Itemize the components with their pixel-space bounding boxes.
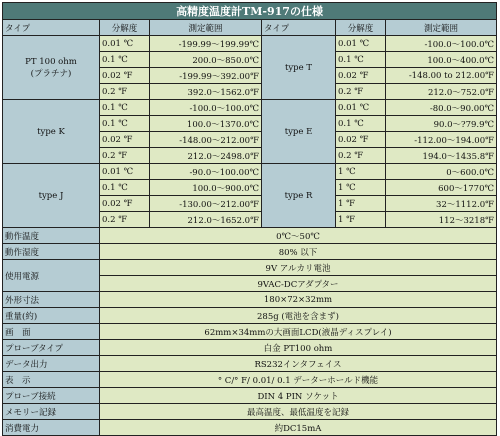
resolution-cell: 0.1 ℃ <box>100 180 150 196</box>
spec-value: ° C/° F/ 0.01/ 0.1 データーホールド機能 <box>100 372 497 388</box>
resolution-cell: 0.2 ℉ <box>100 212 150 228</box>
range-cell: -100.0～100.0℃ <box>150 100 262 116</box>
range-cell: 600～1770℃ <box>386 180 497 196</box>
sensor-type-label: type R <box>284 190 313 201</box>
range-cell: 100.0～900.0℃ <box>150 180 262 196</box>
sensor-type-left <box>3 164 100 228</box>
spec-label: 外形寸法 <box>3 292 100 308</box>
range-cell: 32～1112.0℉ <box>386 196 497 212</box>
resolution-cell: 0.02 ℉ <box>100 196 150 212</box>
range-cell: 100.0～1370.0℃ <box>150 116 262 132</box>
sensor-type-label: type T <box>284 62 313 73</box>
sensor-type-left <box>3 100 100 164</box>
range-cell: 100.0～400.0℃ <box>386 52 497 68</box>
sensor-type-left <box>3 36 100 100</box>
spec-label: プローブタイプ <box>3 340 100 356</box>
spec-row <box>3 308 497 324</box>
resolution-cell: 0.01 ℃ <box>336 36 386 52</box>
resolution-cell: 0.1 ℃ <box>336 116 386 132</box>
spec-title: 高精度温度計TM-917の仕様 <box>3 3 497 20</box>
sensor-type-right <box>262 164 336 228</box>
spec-value: 9VAC-DCアダプター <box>100 276 497 292</box>
spec-label: 動作温度 <box>3 228 100 244</box>
range-cell: -148.00～212.00℉ <box>150 132 262 148</box>
spec-row <box>3 244 497 260</box>
spec-value: 0℃～50℃ <box>100 228 497 244</box>
sensor-type-label: type K <box>37 126 65 137</box>
resolution-cell: 0.1 ℃ <box>100 100 150 116</box>
sensor-type-label: PT 100 ohm <box>25 56 77 67</box>
sensor-type-right <box>262 36 336 100</box>
range-cell: 212.0～2498.0℉ <box>150 148 262 164</box>
spec-label: 重量(約) <box>3 308 100 324</box>
resolution-cell: 0.2 ℉ <box>100 84 150 100</box>
spec-label: 画 面 <box>3 324 100 340</box>
resolution-cell: 0.01 ℃ <box>336 100 386 116</box>
spec-value: 180×72×32mm <box>100 292 497 308</box>
range-cell: 112～3218℉ <box>386 212 497 228</box>
sensor-type-label: type J <box>38 190 64 201</box>
range-cell: 194.0～1435.8℉ <box>386 148 497 164</box>
resolution-cell: 1 ℃ <box>336 180 386 196</box>
range-cell: 392.0～1562.0℉ <box>150 84 262 100</box>
range-cell: -199.99～392.00℉ <box>150 68 262 84</box>
header-resolution-left: 分解度 <box>100 20 150 36</box>
resolution-cell: 0.2 ℉ <box>100 148 150 164</box>
header-type-left: タイプ <box>3 20 100 36</box>
spec-label: 表 示 <box>3 372 100 388</box>
range-cell: -112.00～194.00℉ <box>386 132 497 148</box>
spec-label: 使用電源 <box>3 260 100 292</box>
range-cell: 212.0～752.0℉ <box>386 84 497 100</box>
spec-label: データ出力 <box>3 356 100 372</box>
spec-row <box>3 372 497 388</box>
spec-row <box>3 324 497 340</box>
spec-value: 80% 以下 <box>100 244 497 260</box>
sensor-type-label: type E <box>284 126 313 137</box>
spec-value: 白金 PT100 ohm <box>100 340 497 356</box>
spec-row <box>3 340 497 356</box>
spec-value: 9V アルカリ電池 <box>100 260 497 276</box>
sensor-type-label: (プラチナ) <box>30 68 72 79</box>
resolution-cell: 0.02 ℉ <box>336 68 386 84</box>
spec-value: 最高温度、最低温度を記録 <box>100 404 497 420</box>
range-cell: -80.0～90.00℃ <box>386 100 497 116</box>
range-cell: -100.0～100.0℃ <box>386 36 497 52</box>
header-type-right: タイプ <box>262 20 336 36</box>
range-row <box>3 36 497 52</box>
spec-row <box>3 260 497 276</box>
header-range-right: 測定範囲 <box>386 20 497 36</box>
spec-row <box>3 228 497 244</box>
spec-row <box>3 404 497 420</box>
range-cell: 212.0～1652.0℉ <box>150 212 262 228</box>
sensor-type-right <box>262 100 336 164</box>
spec-value: 62mm×34mmの大画面LCD(液晶ディスプレイ) <box>100 324 497 340</box>
spec-row <box>3 388 497 404</box>
range-cell: -90.0～100.00℃ <box>150 164 262 180</box>
header-resolution-right: 分解度 <box>336 20 386 36</box>
resolution-cell: 0.02 ℉ <box>336 132 386 148</box>
range-row <box>3 100 497 116</box>
resolution-cell: 0.02 ℉ <box>100 132 150 148</box>
spec-label: メモリー記録 <box>3 404 100 420</box>
spec-table-body <box>3 3 497 436</box>
resolution-cell: 0.2 ℉ <box>336 148 386 164</box>
spec-label: プローブ接続 <box>3 388 100 404</box>
spec-row <box>3 292 497 308</box>
header-range-left: 測定範囲 <box>150 20 262 36</box>
range-cell: -148.00 to 212.00℉ <box>386 68 497 84</box>
resolution-cell: 0.1 ℃ <box>100 52 150 68</box>
spec-label: 動作湿度 <box>3 244 100 260</box>
resolution-cell: 1 ℉ <box>336 212 386 228</box>
resolution-cell: 0.1 ℃ <box>100 116 150 132</box>
spec-row <box>3 356 497 372</box>
spec-value: 285g (電池を含まず) <box>100 308 497 324</box>
resolution-cell: 0.02 ℉ <box>100 68 150 84</box>
spec-table <box>2 2 497 436</box>
range-cell: -199.99～199.99℃ <box>150 36 262 52</box>
spec-value: 約DC15mA <box>100 420 497 436</box>
range-cell: 0～600.0℃ <box>386 164 497 180</box>
spec-label: 消費電力 <box>3 420 100 436</box>
spec-value: RS232インタフェイス <box>100 356 497 372</box>
range-row <box>3 164 497 180</box>
resolution-cell: 1 ℃ <box>336 164 386 180</box>
range-cell: -130.00～212.00℉ <box>150 196 262 212</box>
spec-row <box>3 420 497 436</box>
resolution-cell: 0.2 ℉ <box>336 84 386 100</box>
resolution-cell: 0.01 ℃ <box>100 36 150 52</box>
resolution-cell: 0.01 ℃ <box>100 164 150 180</box>
resolution-cell: 1 ℉ <box>336 196 386 212</box>
range-cell: 200.0～850.0℃ <box>150 52 262 68</box>
resolution-cell: 0.1 ℃ <box>336 52 386 68</box>
spec-value: DIN 4 PIN ソケット <box>100 388 497 404</box>
range-cell: 90.0～?79.9℃ <box>386 116 497 132</box>
